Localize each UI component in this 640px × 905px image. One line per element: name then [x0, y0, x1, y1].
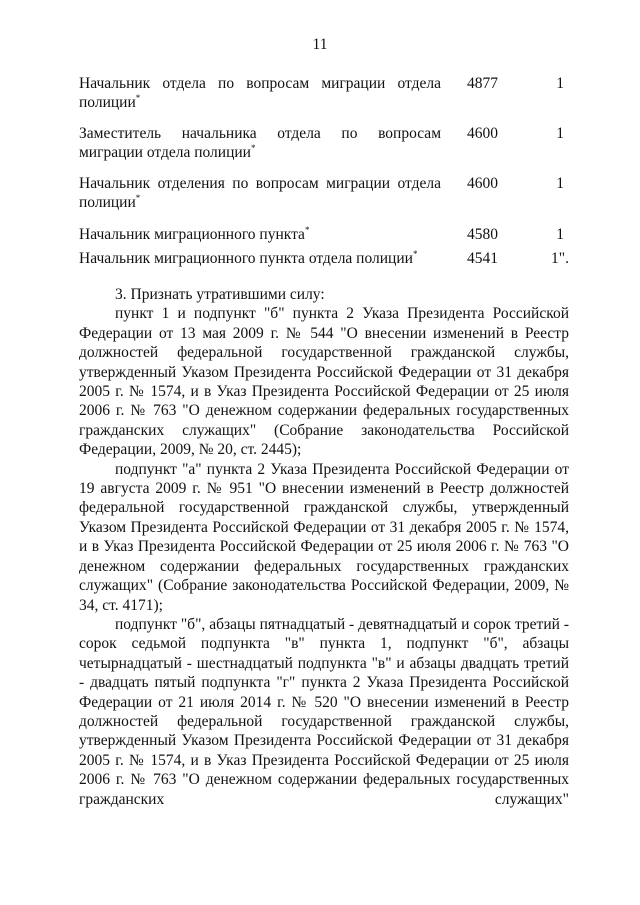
positions-table — [79, 74, 569, 268]
position-title-text: Начальник миграционного пункта — [79, 226, 305, 243]
count-value: 1 — [556, 175, 564, 192]
footnote-mark: * — [412, 249, 418, 259]
table-row — [79, 225, 569, 244]
repeal-clause: подпункт "б", абзацы пятнадцатый - девятнадцатый и сорок третий - сорок седьмой подпункта "в" пункта 1, подпункт "б", абзацы четырнадцатый - шестнадцатый подпункта "в" и абзацы двадцать третий - двадцать пятый подпункта "г" пункта 2 Указа Президента Российской Федерации от 21 июля 2014 г. № 520 "О внесении изменений в Реестр должностей федеральной государственной гражданской службы, утвержденный Указом Президента Российской Федерации от 31 декабря 2005 г. № 1574, и в Указ Президента Российской Федерации от 25 июля 2006 г. № 763 "О денежном содержании федеральных государственных гражданских служащих" — [79, 615, 569, 808]
section-3 — [79, 285, 569, 809]
position-title — [79, 124, 441, 162]
salary-value: 4600 — [467, 175, 498, 192]
position-title — [79, 74, 441, 112]
page-number: 11 — [312, 36, 328, 53]
salary-value: 4580 — [467, 226, 498, 243]
section-heading: 3. Признать утратившими силу: — [115, 286, 325, 303]
salary-value: 4877 — [467, 75, 498, 92]
footnote-mark: * — [250, 143, 256, 153]
footnote-mark: * — [135, 193, 141, 203]
position-title-text: Начальник отделения по вопросам миграции отдела полиции — [79, 175, 441, 211]
table-row — [79, 174, 569, 212]
position-title — [79, 249, 441, 268]
table-row — [79, 74, 569, 112]
footnote-mark: * — [304, 225, 310, 235]
count-value: 1". — [551, 250, 569, 267]
position-title — [79, 225, 441, 244]
position-title-text: Заместитель начальника отдела по вопросам миграции отдела полиции — [79, 125, 441, 161]
footnote-mark: * — [135, 93, 141, 103]
count-value: 1 — [556, 75, 564, 92]
table-row — [79, 124, 569, 162]
salary-value: 4541 — [467, 250, 498, 267]
count-value: 1 — [556, 125, 564, 142]
position-title — [79, 174, 441, 212]
repeal-clause: пункт 1 и подпункт "б" пункта 2 Указа Президента Российской Федерации от 13 мая 2009 г. № 544 "О внесении изменений в Реестр должностей федеральной государственной гражданской службы, утвержденный Указом Президента Российской Федерации от 31 декабря 2005 г. № 1574, и в Указ Президента Российской Федерации от 25 июля 2006 г. № 763 "О денежном содержании федеральных государственных гражданских служащих" (Собрание законодательства Российской Федерации, 2009, № 20, ст. 2445); — [79, 305, 569, 459]
count-value: 1 — [556, 226, 564, 243]
table-row — [79, 249, 569, 268]
salary-value: 4600 — [467, 125, 498, 142]
repeal-clause: подпункт "а" пункта 2 Указа Президента Российской Федерации от 19 августа 2009 г. № 951 "О внесении изменений в Реестр должностей федеральной государственной гражданской службы, утвержденный Указом Президента Российской Федерации от 31 декабря 2005 г. № 1574, и в Указ Президента Российской Федерации от 25 июля 2006 г. № 763 "О денежном содержании федеральных государственных гражданских служащих" (Собрание законодательства Российской Федерации, 2009, № 34, ст. 4171); — [79, 460, 569, 614]
position-title-text: Начальник миграционного пункта отдела полиции — [79, 250, 413, 267]
position-title-text: Начальник отдела по вопросам миграции отдела полиции — [79, 75, 441, 111]
